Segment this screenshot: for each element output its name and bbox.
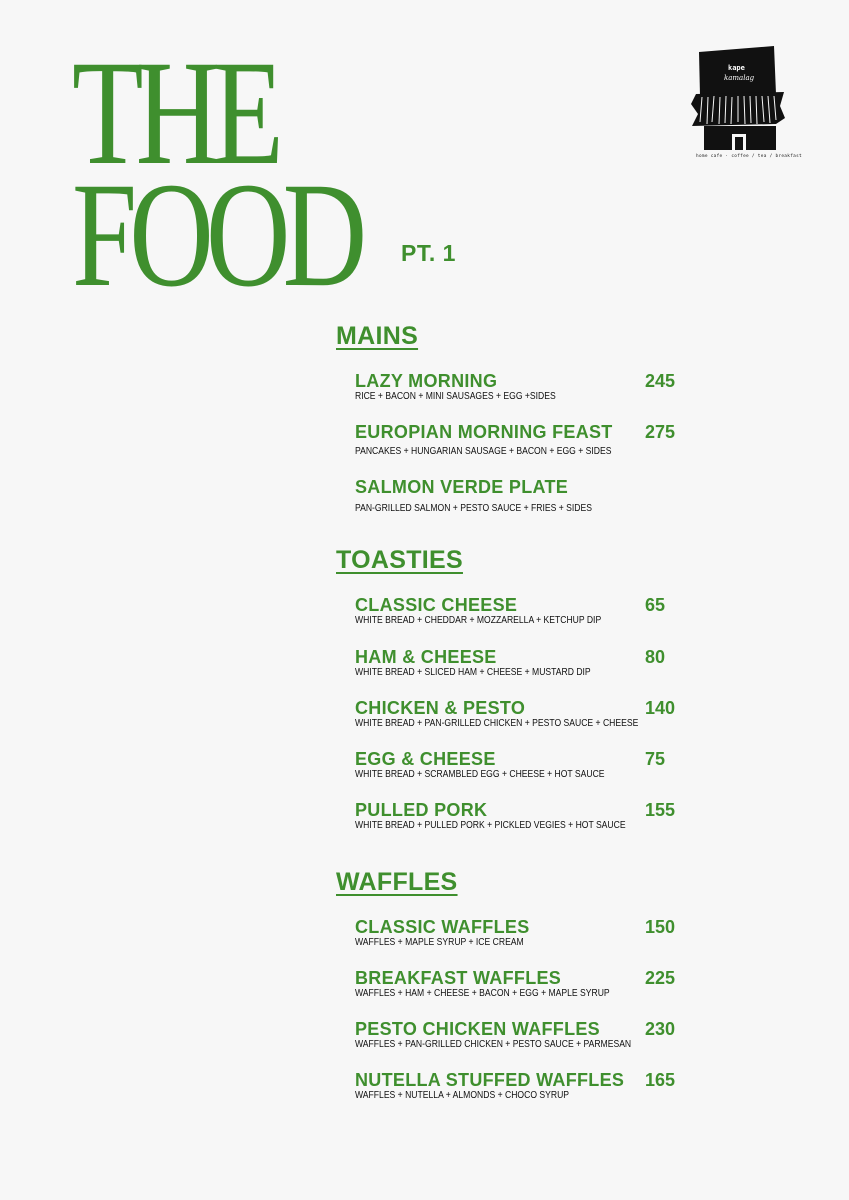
item-description: WAFFLES + NUTELLA + ALMONDS + CHOCO SYRUP (355, 1090, 570, 1101)
menu-item (355, 1019, 695, 1051)
section-title-waffles: WAFFLES (336, 868, 458, 896)
section-title-mains: MAINS (336, 322, 419, 350)
item-price: 155 (645, 800, 676, 820)
item-name: LAZY MORNING (355, 371, 498, 391)
item-name: EUROPIAN MORNING FEAST (355, 422, 613, 442)
item-price: 150 (645, 917, 676, 937)
menu-item (355, 1070, 695, 1102)
item-name: EGG & CHEESE (355, 749, 496, 769)
item-name: CHICKEN & PESTO (355, 698, 526, 718)
menu-item (355, 917, 695, 949)
menu-item (355, 647, 695, 679)
item-description: WHITE BREAD + PULLED PORK + PICKLED VEGIES + HOT SAUCE (355, 820, 626, 831)
item-description: PAN-GRILLED SALMON + PESTO SAUCE + FRIES + SIDES (355, 503, 592, 514)
logo-brand: kape (728, 64, 745, 72)
item-price: 230 (645, 1019, 676, 1039)
item-description: WHITE BREAD + CHEDDAR + MOZZARELLA + KETCHUP DIP (355, 615, 602, 626)
page-title-line2: FOOD (72, 152, 360, 318)
item-name: PESTO CHICKEN WAFFLES (355, 1019, 600, 1039)
item-description: RICE + BACON + MINI SAUSAGES + EGG +SIDES (355, 391, 556, 402)
menu-item (355, 800, 695, 832)
item-price: 165 (645, 1070, 676, 1090)
hut-logo-icon (688, 44, 802, 164)
item-description: WAFFLES + MAPLE SYRUP + ICE CREAM (355, 937, 524, 948)
item-name: PULLED PORK (355, 800, 488, 820)
item-description: WHITE BREAD + SLICED HAM + CHEESE + MUSTARD DIP (355, 667, 591, 678)
item-description: WAFFLES + PAN-GRILLED CHICKEN + PESTO SAUCE + PARMESAN (355, 1039, 632, 1050)
item-name: HAM & CHEESE (355, 647, 497, 667)
item-name: SALMON VERDE PLATE (355, 477, 569, 497)
item-name: BREAKFAST WAFFLES (355, 968, 562, 988)
item-name: NUTELLA STUFFED WAFFLES (355, 1070, 625, 1090)
item-price: 75 (645, 749, 666, 769)
item-name: CLASSIC CHEESE (355, 595, 518, 615)
logo-tagline: home cafe · coffee / tea / breakfast (696, 154, 802, 159)
item-name: CLASSIC WAFFLES (355, 917, 530, 937)
menu-item (355, 595, 695, 627)
menu-item (355, 749, 695, 781)
item-description: WHITE BREAD + SCRAMBLED EGG + CHEESE + HOT SAUCE (355, 769, 605, 780)
item-description: PANCAKES + HUNGARIAN SAUSAGE + BACON + EGG + SIDES (355, 446, 612, 457)
section-title-toasties: TOASTIES (336, 546, 463, 574)
item-description: WHITE BREAD + PAN-GRILLED CHICKEN + PESTO SAUCE + CHEESE (355, 718, 639, 729)
page-title-line1: THE (72, 30, 277, 196)
item-price: 225 (645, 968, 676, 988)
item-price: 65 (645, 595, 666, 615)
item-price: 275 (645, 422, 676, 442)
item-description: WAFFLES + HAM + CHEESE + BACON + EGG + MAPLE SYRUP (355, 988, 610, 999)
item-price: 80 (645, 647, 666, 667)
menu-item (355, 968, 695, 1000)
page-subtitle: PT. 1 (401, 240, 456, 266)
menu-item (355, 477, 695, 515)
menu-item (355, 422, 695, 458)
item-price: 245 (645, 371, 676, 391)
menu-item (355, 698, 695, 730)
cafe-logo (688, 44, 802, 164)
logo-name: kamalag (724, 74, 755, 82)
menu-item (355, 371, 695, 403)
item-price: 140 (645, 698, 676, 718)
